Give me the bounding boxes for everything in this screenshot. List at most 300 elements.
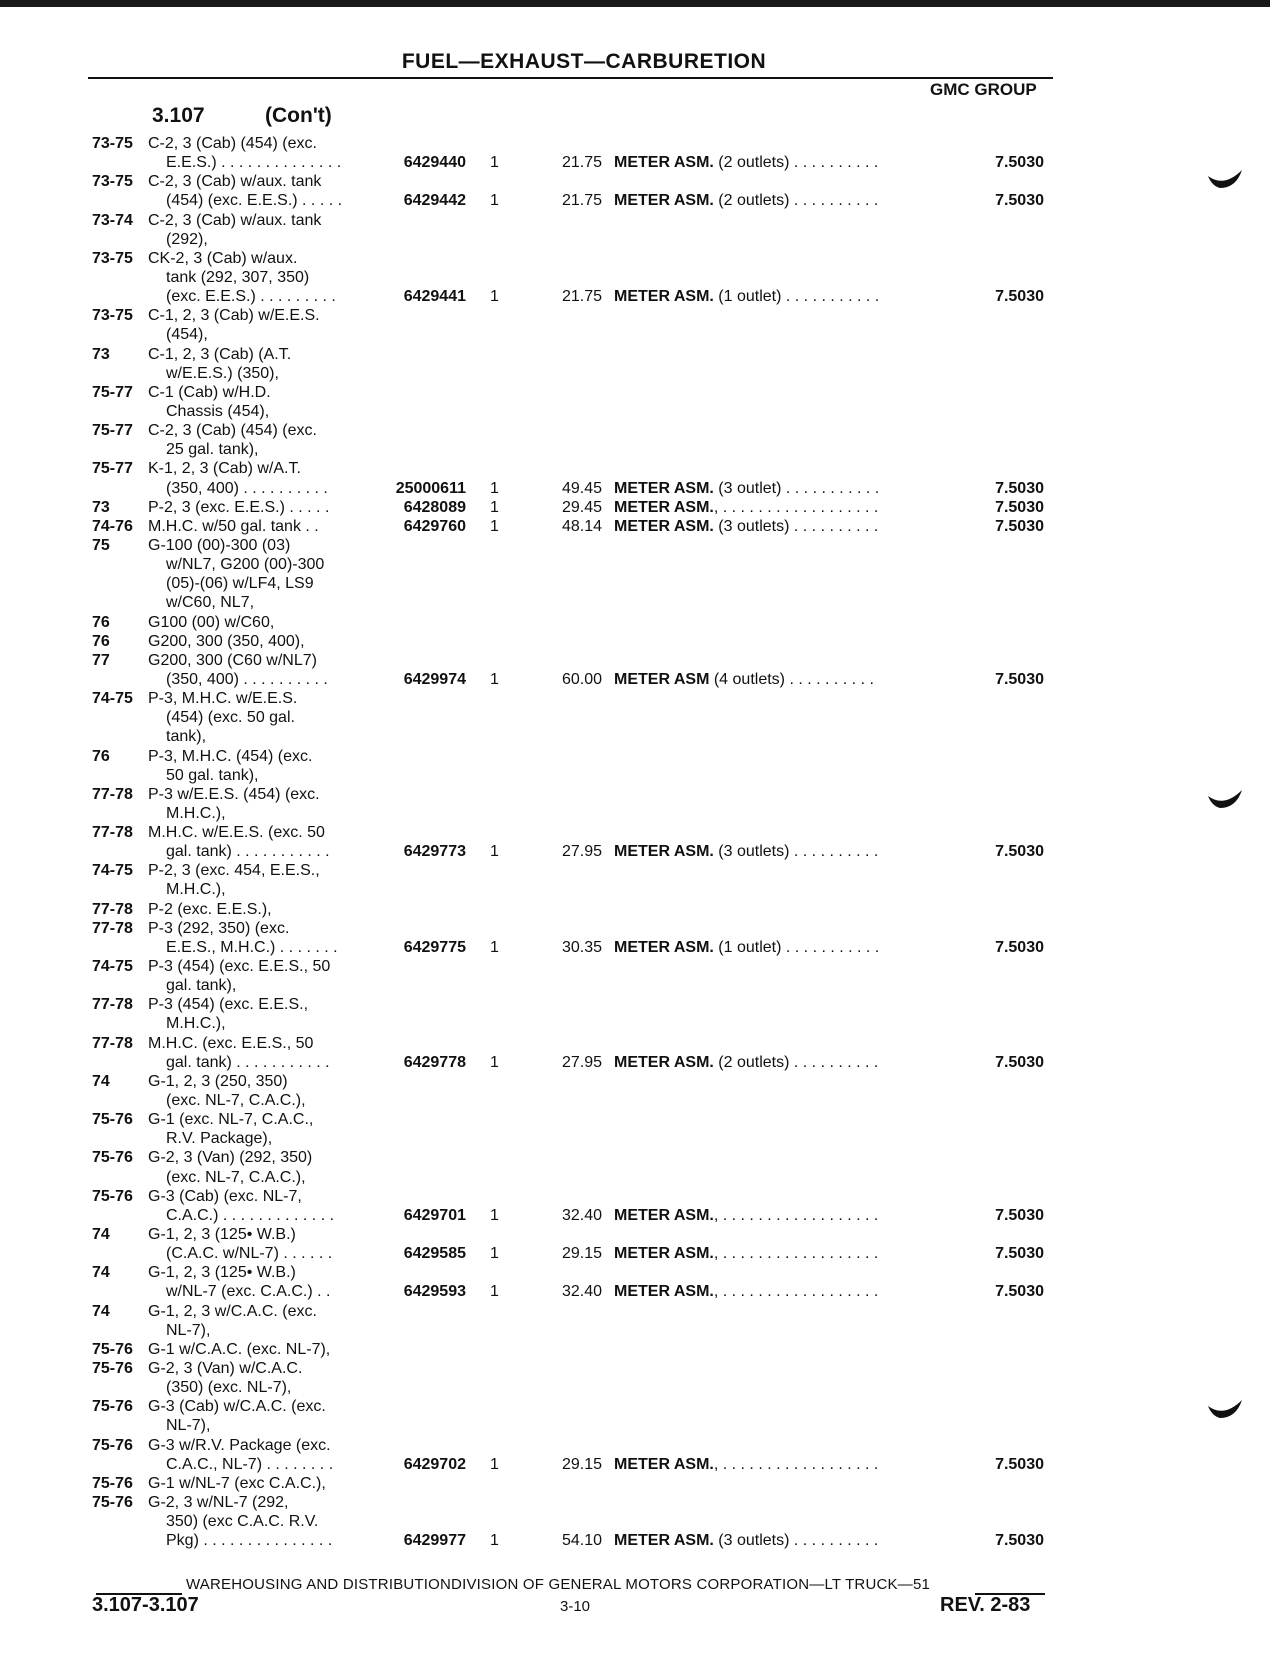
row-application: G-3 w/R.V. Package (exc. — [148, 1436, 331, 1454]
row-part-number: 6429701 — [403, 1206, 466, 1224]
row-application: Chassis (454), — [166, 402, 270, 420]
row-quantity: 1 — [490, 938, 499, 956]
parts-row — [0, 1378, 1284, 1397]
parts-row — [0, 1340, 1284, 1359]
row-description-detail: (2 outlets) . . . . . . . . . . — [713, 154, 879, 172]
parts-row — [0, 880, 1284, 899]
row-years: 76 — [92, 613, 110, 631]
row-part-number: 6429585 — [403, 1245, 466, 1263]
row-application: w/NL-7 (exc. C.A.C.) . . — [166, 1283, 331, 1301]
parts-row — [0, 1282, 1284, 1301]
row-group-number: 7.5030 — [995, 1206, 1044, 1224]
parts-row — [0, 345, 1284, 364]
parts-row — [0, 306, 1284, 325]
row-years: 77-78 — [92, 785, 133, 803]
row-application: G-3 (Cab) w/C.A.C. (exc. — [148, 1398, 326, 1416]
parts-row — [0, 727, 1284, 746]
row-quantity: 1 — [490, 498, 499, 516]
row-years: 77-78 — [92, 1034, 133, 1052]
row-years: 75-76 — [92, 1398, 133, 1416]
row-application: C.A.C.) . . . . . . . . . . . . . — [166, 1206, 335, 1224]
parts-row — [0, 1053, 1284, 1072]
row-quantity: 1 — [490, 517, 499, 535]
row-price: 49.45 — [561, 479, 602, 497]
row-application: C-2, 3 (Cab) (454) (exc. — [148, 422, 317, 440]
parts-row — [0, 268, 1284, 287]
row-years: 75-76 — [92, 1360, 133, 1377]
row-group-number: 7.5030 — [995, 517, 1044, 535]
row-application: tank), — [166, 728, 207, 746]
row-group-number: 7.5030 — [995, 479, 1044, 497]
row-years: 75-76 — [92, 1187, 133, 1205]
row-years: 77-78 — [92, 996, 133, 1014]
parts-row — [0, 325, 1284, 344]
row-description-name: METER ASM. — [614, 1455, 714, 1473]
row-description-detail: , . . . . . . . . . . . . . . . . . . — [713, 498, 879, 516]
row-application: P-2 (exc. E.E.S.), — [148, 900, 272, 918]
parts-row — [0, 1397, 1284, 1416]
row-application: P-3 (292, 350) (exc. — [148, 919, 290, 937]
row-quantity: 1 — [490, 288, 499, 306]
parts-row — [0, 919, 1284, 938]
row-application: P-2, 3 (exc. E.E.S.) . . . . . — [148, 498, 330, 516]
row-group-number: 7.5030 — [995, 154, 1044, 172]
row-application: G-1, 2, 3 (125• W.B.) — [148, 1226, 296, 1244]
parts-row — [0, 670, 1284, 689]
row-application: w/C60, NL7, — [166, 594, 255, 612]
parts-row — [0, 574, 1284, 593]
row-price: 32.40 — [561, 1283, 602, 1301]
parts-row — [0, 1263, 1284, 1282]
row-application: NL-7), — [166, 1321, 211, 1339]
row-group-number: 7.5030 — [995, 1053, 1044, 1071]
footer-publisher-line: WAREHOUSING AND DISTRIBUTIONDIVISION OF GENERAL MOTORS CORPORATION—LT TRUCK—51 — [186, 1576, 931, 1593]
parts-row — [0, 1091, 1284, 1110]
row-years: 74 — [92, 1072, 110, 1090]
row-part-number: 6429778 — [403, 1053, 466, 1071]
row-years: 77-78 — [92, 900, 133, 918]
row-price: 60.00 — [561, 670, 602, 688]
parts-row — [0, 1244, 1284, 1263]
row-application: C-1, 2, 3 (Cab) (A.T. — [148, 345, 292, 363]
parts-row — [0, 421, 1284, 440]
row-group-number: 7.5030 — [995, 192, 1044, 210]
row-application: 25 gal. tank), — [166, 441, 259, 459]
row-description-name: METER ASM. — [614, 517, 714, 535]
parts-row — [0, 747, 1284, 766]
row-application: G-2, 3 (Van) w/C.A.C. — [148, 1360, 303, 1377]
row-application: P-3, M.H.C. w/E.E.S. — [148, 690, 298, 708]
row-years: 75-76 — [92, 1111, 133, 1129]
row-application: (350, 400) . . . . . . . . . . — [166, 479, 328, 497]
row-years: 75-76 — [92, 1474, 133, 1492]
row-application: G200, 300 (350, 400), — [148, 632, 305, 650]
row-application: E.E.S.) . . . . . . . . . . . . . . — [166, 154, 342, 172]
row-price: 29.15 — [561, 1245, 602, 1263]
row-description — [614, 670, 874, 689]
row-application: (exc. NL-7, C.A.C.), — [166, 1168, 306, 1186]
row-application: (292), — [166, 230, 208, 248]
row-application: (454), — [166, 326, 208, 344]
row-description-detail: (3 outlets) . . . . . . . . . . — [713, 517, 879, 535]
row-description — [614, 153, 878, 172]
row-years: 73 — [92, 345, 110, 363]
row-part-number: 6428089 — [403, 498, 466, 516]
row-quantity: 1 — [490, 843, 499, 861]
row-quantity: 1 — [490, 670, 499, 688]
row-quantity: 1 — [490, 192, 499, 210]
row-price: 29.45 — [561, 498, 602, 516]
row-group-number: 7.5030 — [995, 1283, 1044, 1301]
parts-row — [0, 976, 1284, 995]
row-quantity: 1 — [490, 1283, 499, 1301]
row-description — [614, 842, 878, 861]
row-quantity: 1 — [490, 1206, 499, 1224]
row-years: 74-75 — [92, 862, 133, 880]
row-description-detail: (4 outlets) . . . . . . . . . . — [709, 670, 874, 688]
parts-row — [0, 1206, 1284, 1225]
row-application: CK-2, 3 (Cab) w/aux. — [148, 249, 298, 267]
parts-row — [0, 383, 1284, 402]
row-application: gal. tank) . . . . . . . . . . . — [166, 1053, 330, 1071]
row-years: 73 — [92, 498, 110, 516]
row-description-name: METER ASM. — [614, 1532, 714, 1550]
row-part-number: 6429442 — [403, 192, 466, 210]
row-description — [614, 1455, 878, 1474]
top-border-rule — [0, 0, 1270, 7]
row-description-detail: (3 outlets) . . . . . . . . . . — [713, 843, 879, 861]
row-price: 21.75 — [561, 154, 602, 172]
row-application: gal. tank) . . . . . . . . . . . — [166, 843, 330, 861]
row-part-number: 6429773 — [403, 843, 466, 861]
parts-row — [0, 364, 1284, 383]
row-years: 76 — [92, 632, 110, 650]
row-description-detail: (1 outlet) . . . . . . . . . . . — [713, 288, 880, 306]
row-part-number: 6429440 — [403, 154, 466, 172]
row-application: w/NL7, G200 (00)-300 — [166, 556, 325, 574]
parts-row — [0, 211, 1284, 230]
row-group-number: 7.5030 — [995, 498, 1044, 516]
row-group-number: 7.5030 — [995, 1245, 1044, 1263]
parts-row — [0, 1129, 1284, 1148]
row-application: C-1 (Cab) w/H.D. — [148, 383, 271, 401]
row-application: tank (292, 307, 350) — [166, 268, 310, 286]
parts-row — [0, 613, 1284, 632]
row-price: 48.14 — [561, 517, 602, 535]
parts-row — [0, 1110, 1284, 1129]
parts-row — [0, 1474, 1284, 1493]
row-description-detail: (2 outlets) . . . . . . . . . . — [713, 192, 879, 210]
row-description-detail: , . . . . . . . . . . . . . . . . . . — [713, 1283, 879, 1301]
row-group-number: 7.5030 — [995, 288, 1044, 306]
row-price: 21.75 — [561, 288, 602, 306]
parts-row — [0, 459, 1284, 478]
row-years: 75-76 — [92, 1340, 133, 1358]
row-price: 29.15 — [561, 1455, 602, 1473]
row-application: (350, 400) . . . . . . . . . . — [166, 670, 328, 688]
row-years: 74 — [92, 1302, 110, 1320]
parts-row — [0, 555, 1284, 574]
row-application: C-1, 2, 3 (Cab) w/E.E.S. — [148, 307, 320, 325]
parts-row — [0, 498, 1284, 517]
row-description-detail: , . . . . . . . . . . . . . . . . . . — [713, 1245, 879, 1263]
row-group-number: 7.5030 — [995, 843, 1044, 861]
row-application: P-3 w/E.E.S. (454) (exc. — [148, 785, 320, 803]
row-application: NL-7), — [166, 1417, 211, 1435]
row-description — [614, 938, 879, 957]
row-application: P-3 (454) (exc. E.E.S., 50 — [148, 958, 331, 976]
group-column-label: GMC GROUP — [930, 80, 1037, 99]
parts-row — [0, 1512, 1284, 1531]
row-application: M.H.C.), — [166, 1015, 226, 1033]
row-application: P-2, 3 (exc. 454, E.E.S., — [148, 862, 320, 880]
row-group-number: 7.5030 — [995, 1455, 1044, 1473]
parts-row — [0, 1168, 1284, 1187]
parts-row — [0, 957, 1284, 976]
parts-row — [0, 1302, 1284, 1321]
parts-row — [0, 689, 1284, 708]
row-description — [614, 517, 878, 536]
row-description — [614, 1282, 878, 1301]
row-application: M.H.C. (exc. E.E.S., 50 — [148, 1034, 314, 1052]
page-title — [0, 50, 1284, 74]
row-quantity: 1 — [490, 1532, 499, 1550]
parts-row — [0, 785, 1284, 804]
parts-row — [0, 1455, 1284, 1474]
binder-hole-mark — [1206, 168, 1246, 190]
row-description — [614, 1053, 878, 1072]
row-description-name: METER ASM. — [614, 1053, 714, 1071]
row-application: G200, 300 (C60 w/NL7) — [148, 651, 317, 669]
row-price: 21.75 — [561, 192, 602, 210]
parts-row — [0, 766, 1284, 785]
row-description-name: METER ASM. — [614, 192, 714, 210]
row-years: 74-75 — [92, 958, 133, 976]
parts-row — [0, 536, 1284, 555]
row-description-name: METER ASM. — [614, 498, 714, 516]
row-application: C-2, 3 (Cab) (454) (exc. — [148, 135, 317, 152]
row-application: K-1, 2, 3 (Cab) w/A.T. — [148, 460, 301, 478]
row-description-name: METER ASM. — [614, 1245, 714, 1263]
row-application: M.H.C. w/E.E.S. (exc. 50 — [148, 824, 325, 842]
parts-row — [0, 479, 1284, 498]
row-application: R.V. Package), — [166, 1130, 273, 1148]
section-number: 3.107 — [152, 104, 205, 127]
parts-row — [0, 287, 1284, 306]
parts-row — [0, 823, 1284, 842]
parts-row — [0, 1359, 1284, 1378]
row-application: (350) (exc. NL-7), — [166, 1379, 292, 1397]
row-application: (05)-(06) w/LF4, LS9 — [166, 575, 314, 593]
row-years: 73-75 — [92, 135, 133, 152]
row-description-name: METER ASM. — [614, 843, 714, 861]
parts-row — [0, 1416, 1284, 1435]
row-application: (exc. NL-7, C.A.C.), — [166, 1092, 306, 1110]
row-quantity: 1 — [490, 1455, 499, 1473]
row-application: E.E.S., M.H.C.) . . . . . . . — [166, 938, 338, 956]
title-rule — [88, 77, 1053, 79]
row-description-detail: , . . . . . . . . . . . . . . . . . . — [713, 1455, 879, 1473]
row-years: 75-77 — [92, 460, 133, 478]
parts-row — [0, 249, 1284, 268]
row-group-number: 7.5030 — [995, 938, 1044, 956]
parts-row — [0, 861, 1284, 880]
row-quantity: 1 — [490, 479, 499, 497]
row-years: 77-78 — [92, 919, 133, 937]
parts-row — [0, 842, 1284, 861]
parts-row — [0, 191, 1284, 210]
row-price: 54.10 — [561, 1532, 602, 1550]
parts-row — [0, 1034, 1284, 1053]
row-application: M.H.C.), — [166, 881, 226, 899]
footer-page-number: 3-10 — [560, 1598, 591, 1615]
parts-row — [0, 517, 1284, 536]
parts-row — [0, 402, 1284, 421]
row-years: 75 — [92, 536, 110, 554]
parts-row — [0, 804, 1284, 823]
row-description-detail: (3 outlets) . . . . . . . . . . — [713, 1532, 879, 1550]
parts-row — [0, 1187, 1284, 1206]
row-application: (C.A.C. w/NL-7) . . . . . . — [166, 1245, 333, 1263]
parts-row — [0, 1072, 1284, 1091]
parts-row — [0, 938, 1284, 957]
row-years: 74-76 — [92, 517, 133, 535]
row-part-number: 6429775 — [403, 938, 466, 956]
row-application: G100 (00) w/C60, — [148, 613, 275, 631]
row-application: P-3 (454) (exc. E.E.S., — [148, 996, 309, 1014]
row-part-number: 6429760 — [403, 517, 466, 535]
row-years: 75-77 — [92, 422, 133, 440]
row-group-number: 7.5030 — [995, 1532, 1044, 1550]
row-application: gal. tank), — [166, 977, 237, 995]
row-group-number: 7.5030 — [995, 670, 1044, 688]
row-part-number: 6429974 — [403, 670, 466, 688]
parts-row — [0, 651, 1284, 670]
row-application: G-1, 2, 3 (125• W.B.) — [148, 1264, 296, 1282]
row-description — [614, 1244, 878, 1263]
parts-row — [0, 153, 1284, 172]
row-years: 73-75 — [92, 307, 133, 325]
row-years: 75-76 — [92, 1436, 133, 1454]
row-description — [614, 191, 878, 210]
row-description-name: METER ASM. — [614, 288, 714, 306]
row-application: G-3 (Cab) (exc. NL-7, — [148, 1187, 302, 1205]
row-price: 27.95 — [561, 843, 602, 861]
row-price: 30.35 — [561, 938, 602, 956]
row-application: Pkg) . . . . . . . . . . . . . . . — [166, 1532, 333, 1550]
row-description-detail: , . . . . . . . . . . . . . . . . . . — [713, 1206, 879, 1224]
parts-row — [0, 1493, 1284, 1512]
row-application: (exc. E.E.S.) . . . . . . . . . — [166, 288, 336, 306]
row-quantity: 1 — [490, 1053, 499, 1071]
row-description-detail: (1 outlet) . . . . . . . . . . . — [713, 938, 880, 956]
row-part-number: 25000611 — [395, 479, 466, 497]
parts-row — [0, 995, 1284, 1014]
parts-row — [0, 593, 1284, 612]
row-application: C.A.C., NL-7) . . . . . . . . — [166, 1455, 334, 1473]
row-application: w/E.E.S.) (350), — [166, 364, 279, 382]
row-application: G-1 w/C.A.C. (exc. NL-7), — [148, 1340, 331, 1358]
section-continued: (Con't) — [265, 104, 332, 127]
row-application: P-3, M.H.C. (454) (exc. — [148, 747, 313, 765]
page-title-text: FUEL—EXHAUST—CARBURETION — [401, 50, 767, 73]
row-years: 74-75 — [92, 690, 133, 708]
row-application: M.H.C. w/50 gal. tank . . — [148, 517, 319, 535]
parts-row — [0, 172, 1284, 191]
row-years: 75-76 — [92, 1149, 133, 1167]
row-application: C-2, 3 (Cab) w/aux. tank — [148, 211, 322, 229]
row-part-number: 6429702 — [403, 1455, 466, 1473]
row-years: 77-78 — [92, 824, 133, 842]
row-application: M.H.C.), — [166, 804, 226, 822]
row-price: 27.95 — [561, 1053, 602, 1071]
row-application: G-1 (exc. NL-7, C.A.C., — [148, 1111, 314, 1129]
parts-row — [0, 1436, 1284, 1455]
parts-row — [0, 900, 1284, 919]
row-description-name: METER ASM. — [614, 1206, 714, 1224]
row-application: G-1, 2, 3 w/C.A.C. (exc. — [148, 1302, 317, 1320]
row-application: (454) (exc. 50 gal. — [166, 709, 295, 727]
parts-row — [0, 134, 1284, 153]
footer-revision: REV. 2-83 — [940, 1594, 1031, 1616]
row-application: G-2, 3 (Van) (292, 350) — [148, 1149, 313, 1167]
row-years: 76 — [92, 747, 110, 765]
row-description — [614, 479, 879, 498]
row-description-name: METER ASM. — [614, 1283, 714, 1301]
row-years: 74 — [92, 1264, 110, 1282]
footer-section-range: 3.107-3.107 — [92, 1594, 199, 1616]
row-part-number: 6429977 — [403, 1532, 466, 1550]
parts-row — [0, 1531, 1284, 1550]
row-description-name: METER ASM. — [614, 479, 714, 497]
parts-row — [0, 230, 1284, 249]
row-quantity: 1 — [490, 154, 499, 172]
binder-hole-mark — [1206, 788, 1246, 810]
row-description-name: METER ASM — [614, 670, 710, 688]
row-description — [614, 1206, 878, 1225]
row-application: G-100 (00)-300 (03) — [148, 536, 291, 554]
row-description-detail: (2 outlets) . . . . . . . . . . — [713, 1053, 879, 1071]
row-years: 74 — [92, 1226, 110, 1244]
parts-row — [0, 1321, 1284, 1340]
row-application: (454) (exc. E.E.S.) . . . . . — [166, 192, 343, 210]
row-part-number: 6429593 — [403, 1283, 466, 1301]
row-quantity: 1 — [490, 1245, 499, 1263]
parts-row — [0, 1225, 1284, 1244]
parts-row — [0, 708, 1284, 727]
row-application: G-2, 3 w/NL-7 (292, — [148, 1493, 289, 1511]
row-application: G-1 w/NL-7 (exc C.A.C.), — [148, 1474, 326, 1492]
row-application: 50 gal. tank), — [166, 766, 259, 784]
row-years: 75-76 — [92, 1493, 133, 1511]
parts-row — [0, 632, 1284, 651]
parts-list — [0, 134, 1284, 1550]
row-application: G-1, 2, 3 (250, 350) — [148, 1072, 288, 1090]
row-years: 77 — [92, 651, 110, 669]
row-description-detail: (3 outlet) . . . . . . . . . . . — [713, 479, 880, 497]
row-years: 73-74 — [92, 211, 133, 229]
parts-row — [0, 440, 1284, 459]
row-description — [614, 498, 878, 517]
row-description — [614, 1531, 878, 1550]
parts-row — [0, 1014, 1284, 1033]
row-years: 73-75 — [92, 249, 133, 267]
row-description-name: METER ASM. — [614, 938, 714, 956]
row-price: 32.40 — [561, 1206, 602, 1224]
row-description — [614, 287, 879, 306]
parts-row — [0, 1148, 1284, 1167]
row-part-number: 6429441 — [403, 288, 466, 306]
